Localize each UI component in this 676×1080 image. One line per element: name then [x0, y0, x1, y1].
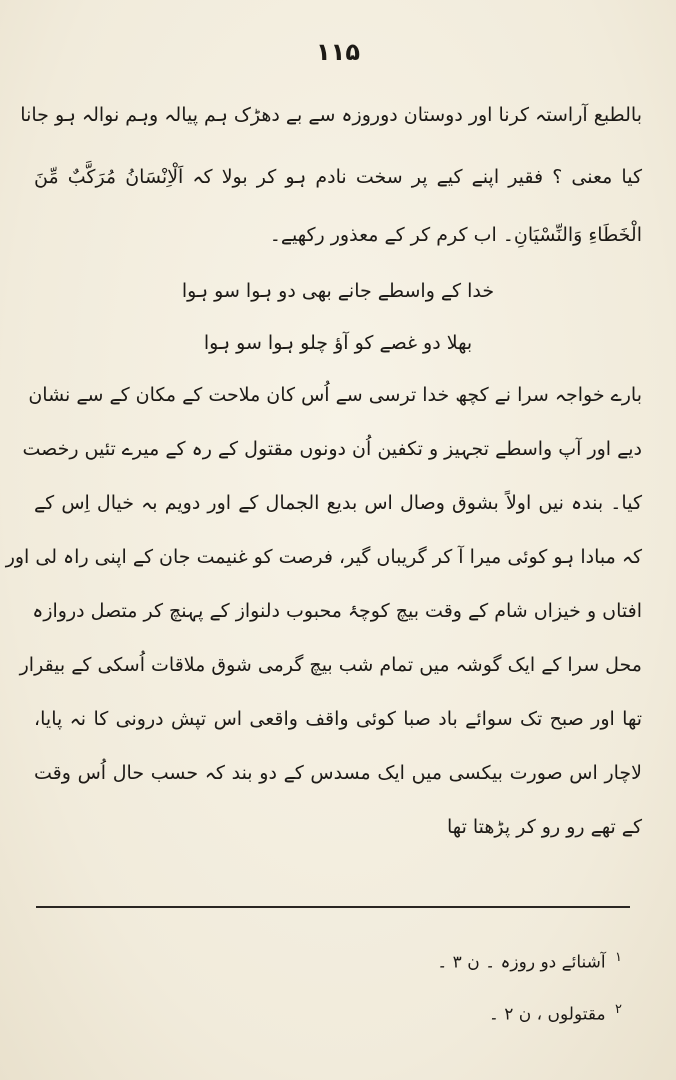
text-line: افتاں و خیزاں شام کے وقت بیچ کوچۂ محبوب دلنواز کے پہنچ کر متصل دروازہ: [32, 600, 642, 622]
text-line: الْخَطَاءِ وَالنِّسْیَانِ۔ اب کرم کر کے معذور رکھیے۔: [269, 224, 642, 246]
text-line: کے تھے رو رو کر پڑھتا تھا: [447, 816, 642, 838]
footnote: [489, 1002, 622, 1025]
page-number: ۱۱۵: [316, 38, 360, 66]
footnote-text: آشنائے دو روزہ ۔ ن ۳ ۔: [437, 952, 606, 973]
footnote-text: مقتولوں ، ن ۲ ۔: [488, 1004, 606, 1025]
text-line: کیا معنی ؟ فقیر اپنے کیے پر سخت نادم ہو کر بولا کہ اَلْاِنْسَانُ مُرَکَّبٌ مِّنَ: [34, 166, 642, 188]
footnote-divider: [36, 906, 630, 908]
footnote-marker: ۱: [615, 950, 622, 965]
text-line: محل سرا کے ایک گوشہ میں تمام شب بیچ گرمی شوق ملاقات اُسکی کے بیقرار: [19, 654, 642, 676]
text-line: دیے اور آپ واسطے تجہیز و تکفین اُن دونوں مقتول کے رہ کے میرے تئیں رخصت: [22, 438, 642, 460]
text-line: کہ مبادا ہو کوئی میرا آ کر گریباں گیر، فرصت کو غنیمت جان کے اپنی راہ لی اور: [5, 546, 642, 568]
text-line: لاچار اس صورت بیکسی میں ایک مسدس کے دو بند کہ حسب حال اُس وقت: [34, 762, 642, 784]
couplet-line: خدا کے واسطے جانے بھی دو ہوا سو ہوا: [181, 280, 495, 302]
text-line: تھا اور صبح تک سوائے باد صبا کوئی واقف واقعی اس تپش درونی کا نہ پایا،: [34, 708, 642, 730]
text-line: بالطبع آراستہ کرنا اور دوستان دوروزہ سے بے دھڑک ہم پیالہ وہم نوالہ ہو جانا: [20, 104, 642, 126]
couplet-line: بھلا دو غصے کو آؤ چلو ہوا سو ہوا: [203, 332, 473, 354]
footnote-marker: ۲: [615, 1002, 622, 1017]
text-line: بارے خواجہ سرا نے کچھ خدا ترسی سے اُس کان ملاحت کے مکان کے سے نشان: [28, 384, 642, 406]
footnote: [437, 950, 622, 973]
text-line: کیا۔ بندہ نیں اولاً بشوق وصال اس بدیع الجمال کے اور دویم بہ خیال اِس کے: [34, 492, 642, 514]
